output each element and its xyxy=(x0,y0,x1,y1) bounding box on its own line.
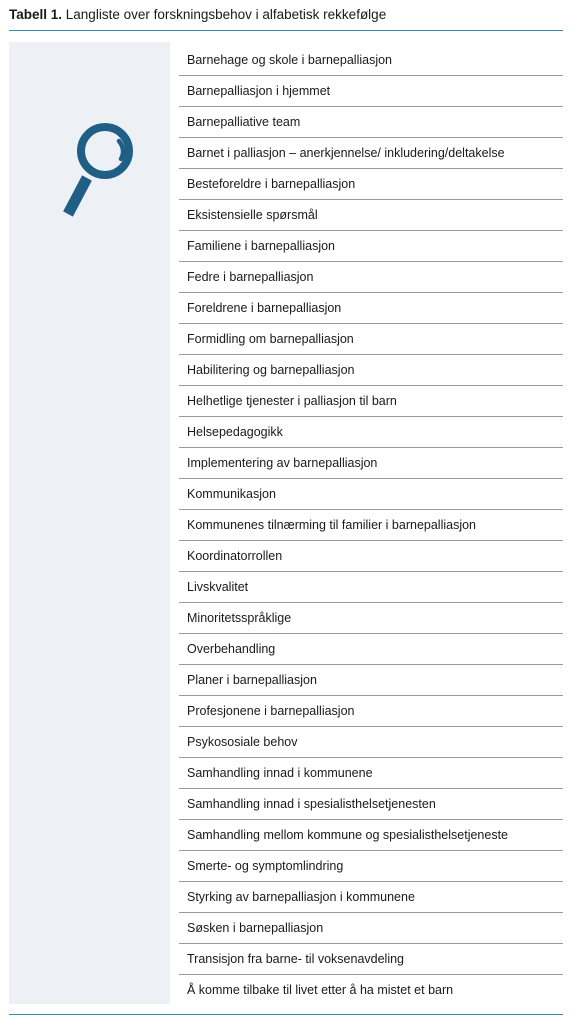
list-item: Barnehage og skole i barnepalliasjon xyxy=(179,45,563,76)
list-item: Styrking av barnepalliasjon i kommunene xyxy=(179,882,563,913)
list-item: Transisjon fra barne- til voksenavdeling xyxy=(179,944,563,975)
table-caption-label: Tabell 1. xyxy=(9,7,63,22)
list-item: Profesjonene i barnepalliasjon xyxy=(179,696,563,727)
top-rule xyxy=(9,30,563,31)
list-item: Helsepedagogikk xyxy=(179,417,563,448)
list-item: Kommunenes tilnærming til familier i barnepalliasjon xyxy=(179,510,563,541)
list-item: Livskvalitet xyxy=(179,572,563,603)
list-item: Overbehandling xyxy=(179,634,563,665)
list-item: Barnet i palliasjon – anerkjennelse/ inkludering/deltakelse xyxy=(179,138,563,169)
list-item: Besteforeldre i barnepalliasjon xyxy=(179,169,563,200)
list-item: Kommunikasjon xyxy=(179,479,563,510)
list-item: Helhetlige tjenester i palliasjon til barn xyxy=(179,386,563,417)
list-item: Barnepalliative team xyxy=(179,107,563,138)
list-item: Habilitering og barnepalliasjon xyxy=(179,355,563,386)
list-item: Fedre i barnepalliasjon xyxy=(179,262,563,293)
list-item: Koordinatorrollen xyxy=(179,541,563,572)
list-item: Implementering av barnepalliasjon xyxy=(179,448,563,479)
table-caption-text: Langliste over forskningsbehov i alfabetisk rekkefølge xyxy=(62,7,387,22)
list-item: Samhandling innad i spesialisthelsetjenesten xyxy=(179,789,563,820)
list-item: Formidling om barnepalliasjon xyxy=(179,324,563,355)
list-item: Planer i barnepalliasjon xyxy=(179,665,563,696)
list-item: Smerte- og symptomlindring xyxy=(179,851,563,882)
research-needs-list xyxy=(179,45,563,1005)
list-item: Foreldrene i barnepalliasjon xyxy=(179,293,563,324)
list-item: Å komme tilbake til livet etter å ha mistet et barn xyxy=(187,983,454,997)
bottom-rule xyxy=(9,1014,563,1015)
list-item: Samhandling mellom kommune og spesialisthelsetjeneste xyxy=(179,820,563,851)
list-item: Eksistensielle spørsmål xyxy=(179,200,563,231)
list-item: Psykososiale behov xyxy=(179,727,563,758)
magnifying-glass-icon xyxy=(57,120,141,224)
side-panel xyxy=(9,42,170,1004)
list-item: Barnepalliasjon i hjemmet xyxy=(179,76,563,107)
list-item: Minoritetsspråklige xyxy=(179,603,563,634)
list-item: Familiene i barnepalliasjon xyxy=(179,231,563,262)
list-item: Søsken i barnepalliasjon xyxy=(179,913,563,944)
list-item: Samhandling innad i kommunene xyxy=(179,758,563,789)
table-caption xyxy=(9,6,565,24)
